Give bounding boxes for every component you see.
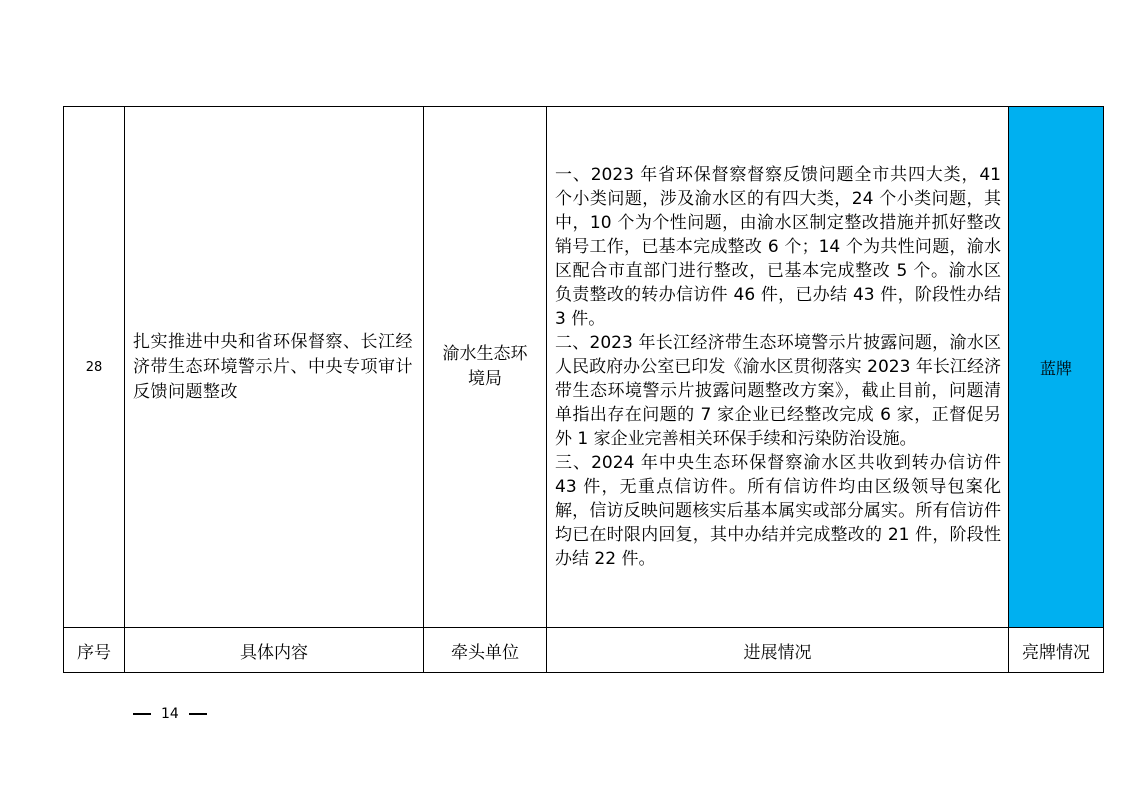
progress-table (63, 106, 1104, 673)
row-content: 扎实推进中央和省环保督察、长江经济带生态环境警示片、中央专项审计反馈问题整改 (125, 107, 424, 628)
page-number-value: 14 (161, 706, 179, 722)
table-header-row (64, 628, 1104, 673)
row-status-badge: 蓝牌 (1009, 107, 1104, 628)
row-number: 28 (64, 107, 125, 628)
header-progress: 进展情况 (547, 628, 1009, 673)
row-lead-unit: 渝水生态环境局 (424, 107, 547, 628)
dash-right (189, 713, 207, 715)
progress-paragraph-2: 二、2023 年长江经济带生态环境警示片披露问题，渝水区人民政府办公室已印发《渝水区贯彻落实 2023 年长江经济带生态环境警示片披露问题整改方案》，截止目前，问题清单指出存在问题的 7 家企业已经整改完成 6 家，正督促另外 1 家企业完善相关环保手续和污染防治设施。 (555, 333, 1001, 449)
header-unit: 牵头单位 (424, 628, 547, 673)
page-number (133, 706, 207, 722)
header-status: 亮牌情况 (1009, 628, 1104, 673)
table-row (64, 107, 1104, 628)
header-number: 序号 (64, 628, 125, 673)
row-progress (547, 107, 1009, 628)
progress-paragraph-1: 一、2023 年省环保督察督察反馈问题全市共四大类，41 个小类问题，涉及渝水区的有四大类，24 个小类问题，其中，10 个为个性问题，由渝水区制定整改措施并抓好整改销号工作，已基本完成整改 6 个；14 个为共性问题，渝水区配合市直部门进行整改，已基本完成整改 5 个。渝水区负责整改的转办信访件 46 件，已办结 43 件，阶段性办结 3 件。 (555, 165, 1001, 329)
progress-paragraph-3: 三、2024 年中央生态环保督察渝水区共收到转办信访件 43 件，无重点信访件。所有信访件均由区级领导包案化解，信访反映问题核实后基本属实或部分属实。所有信访件均已在时限内回复，其中办结并完成整改的 21 件，阶段性办结 22 件。 (555, 453, 1001, 569)
dash-left (133, 713, 151, 715)
header-content: 具体内容 (125, 628, 424, 673)
